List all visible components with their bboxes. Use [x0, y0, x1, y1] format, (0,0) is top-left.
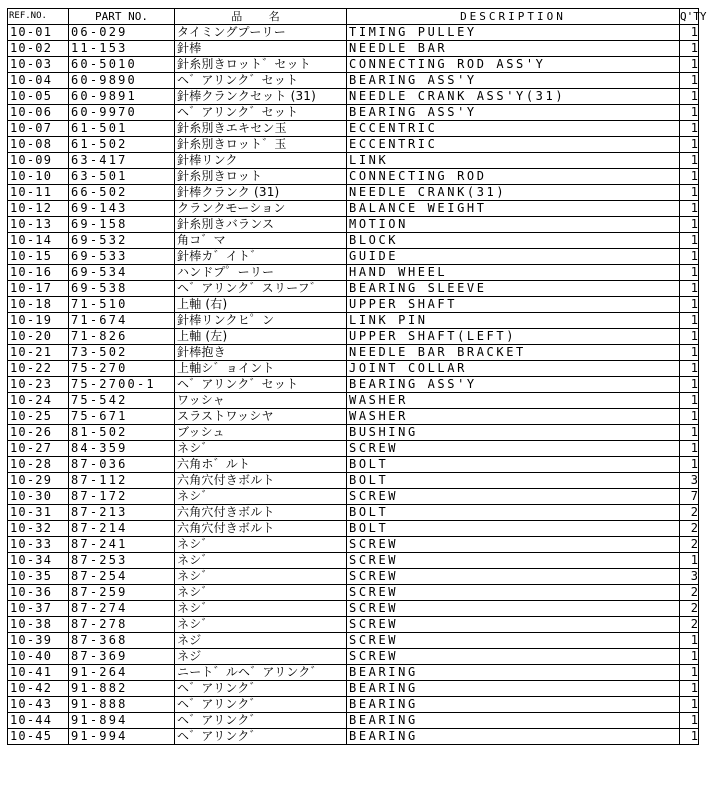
japanese-name-cell: 針棒クランクセット (31): [175, 89, 347, 105]
table-row: [8, 665, 699, 681]
ref-no-cell: 10-12: [8, 201, 69, 217]
japanese-name-cell: ネジ: [175, 649, 347, 665]
table-row: [8, 281, 699, 297]
quantity-cell: 1: [680, 697, 699, 713]
quantity-cell: 1: [680, 377, 699, 393]
quantity-cell: 1: [680, 89, 699, 105]
table-row: [8, 473, 699, 489]
description-cell: GUIDE: [347, 249, 680, 265]
table-row: [8, 73, 699, 89]
table-row: [8, 393, 699, 409]
quantity-cell: 2: [680, 505, 699, 521]
quantity-cell: 1: [680, 233, 699, 249]
part-no-cell: 69-158: [69, 217, 175, 233]
table-row: [8, 121, 699, 137]
table-row: [8, 409, 699, 425]
description-cell: JOINT COLLAR: [347, 361, 680, 377]
ref-no-cell: 10-38: [8, 617, 69, 633]
japanese-name-cell: 上軸シ゛ョイント: [175, 361, 347, 377]
description-cell: SCREW: [347, 569, 680, 585]
japanese-name-cell: ヘ゛アリンク゛: [175, 713, 347, 729]
quantity-cell: 1: [680, 457, 699, 473]
description-cell: BEARING: [347, 665, 680, 681]
quantity-cell: 2: [680, 617, 699, 633]
part-no-cell: 75-542: [69, 393, 175, 409]
part-no-cell: 69-533: [69, 249, 175, 265]
quantity-cell: 1: [680, 393, 699, 409]
description-cell: WASHER: [347, 409, 680, 425]
japanese-name-cell: ヘ゛アリンク゛: [175, 697, 347, 713]
description-cell: BEARING: [347, 713, 680, 729]
table-row: [8, 25, 699, 41]
japanese-name-cell: ネシ゛: [175, 585, 347, 601]
table-row: [8, 505, 699, 521]
table-row: [8, 649, 699, 665]
table-row: [8, 201, 699, 217]
quantity-cell: 1: [680, 441, 699, 457]
part-no-cell: 91-894: [69, 713, 175, 729]
part-no-cell: 60-9890: [69, 73, 175, 89]
quantity-cell: 1: [680, 649, 699, 665]
table-row: [8, 601, 699, 617]
quantity-cell: 1: [680, 361, 699, 377]
table-row: [8, 537, 699, 553]
ref-no-cell: 10-39: [8, 633, 69, 649]
ref-no-cell: 10-22: [8, 361, 69, 377]
description-cell: BEARING: [347, 681, 680, 697]
quantity-cell: 1: [680, 329, 699, 345]
part-no-cell: 71-826: [69, 329, 175, 345]
quantity-cell: 1: [680, 553, 699, 569]
description-cell: BEARING: [347, 697, 680, 713]
description-cell: BEARING ASS'Y: [347, 105, 680, 121]
japanese-name-cell: 針棒: [175, 41, 347, 57]
japanese-name-cell: ヘ゛アリンク゛セット: [175, 105, 347, 121]
table-row: [8, 329, 699, 345]
ref-no-cell: 10-04: [8, 73, 69, 89]
quantity-cell: 1: [680, 665, 699, 681]
japanese-name-cell: 針棒リンクヒ゜ン: [175, 313, 347, 329]
ref-no-cell: 10-06: [8, 105, 69, 121]
description-cell: SCREW: [347, 601, 680, 617]
ref-no-cell: 10-41: [8, 665, 69, 681]
japanese-name-cell: ネジ: [175, 633, 347, 649]
description-cell: SCREW: [347, 617, 680, 633]
ref-no-cell: 10-08: [8, 137, 69, 153]
ref-no-cell: 10-19: [8, 313, 69, 329]
ref-no-cell: 10-11: [8, 185, 69, 201]
ref-no-cell: 10-35: [8, 569, 69, 585]
ref-no-cell: 10-25: [8, 409, 69, 425]
description-cell: BEARING ASS'Y: [347, 377, 680, 393]
japanese-name-cell: ヘ゛アリンク゛セット: [175, 73, 347, 89]
description-cell: MOTION: [347, 217, 680, 233]
part-no-cell: 91-882: [69, 681, 175, 697]
description-cell: SCREW: [347, 537, 680, 553]
part-no-cell: 87-254: [69, 569, 175, 585]
table-row: [8, 569, 699, 585]
ref-no-cell: 10-01: [8, 25, 69, 41]
part-no-cell: 75-671: [69, 409, 175, 425]
part-no-cell: 91-264: [69, 665, 175, 681]
part-no-cell: 69-534: [69, 265, 175, 281]
ref-no-cell: 10-23: [8, 377, 69, 393]
description-cell: SCREW: [347, 649, 680, 665]
part-no-cell: 75-2700-1: [69, 377, 175, 393]
description-cell: ECCENTRIC: [347, 137, 680, 153]
japanese-name-cell: 針棒クランク (31): [175, 185, 347, 201]
description-cell: LINK: [347, 153, 680, 169]
table-row: [8, 185, 699, 201]
description-cell: ECCENTRIC: [347, 121, 680, 137]
part-no-cell: 87-172: [69, 489, 175, 505]
quantity-cell: 3: [680, 473, 699, 489]
ref-no-cell: 10-09: [8, 153, 69, 169]
quantity-cell: 1: [680, 121, 699, 137]
ref-no-cell: 10-29: [8, 473, 69, 489]
part-no-cell: 87-368: [69, 633, 175, 649]
table-row: [8, 297, 699, 313]
table-header: [8, 9, 707, 25]
description-cell: UPPER SHAFT(LEFT): [347, 329, 680, 345]
table-row: [8, 313, 699, 329]
table-body: [8, 25, 699, 745]
japanese-name-cell: ヘ゛アリンク゛: [175, 729, 347, 745]
ref-no-cell: 10-27: [8, 441, 69, 457]
part-no-cell: 61-502: [69, 137, 175, 153]
part-no-cell: 87-253: [69, 553, 175, 569]
description-cell: BUSHING: [347, 425, 680, 441]
ref-no-cell: 10-10: [8, 169, 69, 185]
description-header: DESCRIPTION: [347, 9, 680, 25]
ref-no-cell: 10-42: [8, 681, 69, 697]
quantity-cell: 2: [680, 601, 699, 617]
japanese-name-cell: 針棒リンク: [175, 153, 347, 169]
japanese-name-cell: ネシ゛: [175, 489, 347, 505]
part-no-cell: 87-278: [69, 617, 175, 633]
quantity-cell: 1: [680, 633, 699, 649]
ref-no-cell: 10-32: [8, 521, 69, 537]
table-row: [8, 425, 699, 441]
part-no-cell: 11-153: [69, 41, 175, 57]
table-row: [8, 41, 699, 57]
quantity-cell: 1: [680, 25, 699, 41]
table-row: [8, 681, 699, 697]
japanese-name-cell: ネシ゛: [175, 569, 347, 585]
japanese-name-cell: ハンドプ゜ーリー: [175, 265, 347, 281]
part-no-cell: 91-994: [69, 729, 175, 745]
table-row: [8, 249, 699, 265]
description-cell: SCREW: [347, 633, 680, 649]
quantity-cell: 1: [680, 201, 699, 217]
japanese-name-cell: ワッシャ: [175, 393, 347, 409]
japanese-name-cell: 上軸 (左): [175, 329, 347, 345]
part-no-cell: 91-888: [69, 697, 175, 713]
quantity-cell: 1: [680, 345, 699, 361]
part-no-cell: 60-9891: [69, 89, 175, 105]
quantity-cell: 7: [680, 489, 699, 505]
description-cell: NEEDLE CRANK(31): [347, 185, 680, 201]
description-cell: BOLT: [347, 473, 680, 489]
ref-no-header: REF.NO.: [8, 9, 69, 25]
description-cell: BEARING SLEEVE: [347, 281, 680, 297]
description-cell: SCREW: [347, 441, 680, 457]
quantity-cell: 1: [680, 169, 699, 185]
part-no-cell: 81-502: [69, 425, 175, 441]
ref-no-cell: 10-07: [8, 121, 69, 137]
description-cell: BOLT: [347, 457, 680, 473]
part-no-cell: 69-538: [69, 281, 175, 297]
description-cell: NEEDLE BAR: [347, 41, 680, 57]
description-cell: BOLT: [347, 505, 680, 521]
part-no-cell: 69-143: [69, 201, 175, 217]
japanese-name-cell: 六角穴付きボルト: [175, 521, 347, 537]
table-row: [8, 377, 699, 393]
ref-no-cell: 10-33: [8, 537, 69, 553]
table-row: [8, 57, 699, 73]
ref-no-cell: 10-21: [8, 345, 69, 361]
quantity-cell: 1: [680, 249, 699, 265]
japanese-name-cell: ヘ゛アリンク゛セット: [175, 377, 347, 393]
description-cell: BEARING ASS'Y: [347, 73, 680, 89]
ref-no-cell: 10-03: [8, 57, 69, 73]
japanese-name-cell: 針糸別きロット゛セット: [175, 57, 347, 73]
description-cell: WASHER: [347, 393, 680, 409]
table-row: [8, 457, 699, 473]
ref-no-cell: 10-28: [8, 457, 69, 473]
japanese-name-cell: ブッシュ: [175, 425, 347, 441]
ref-no-cell: 10-14: [8, 233, 69, 249]
japanese-name-cell: 針糸別きバランス: [175, 217, 347, 233]
part-no-cell: 73-502: [69, 345, 175, 361]
header-row: [8, 9, 699, 25]
quantity-cell: 1: [680, 217, 699, 233]
part-no-cell: 06-029: [69, 25, 175, 41]
ref-no-cell: 10-44: [8, 713, 69, 729]
table-row: [8, 553, 699, 569]
ref-no-cell: 10-34: [8, 553, 69, 569]
part-no-cell: 84-359: [69, 441, 175, 457]
quantity-cell: 1: [680, 57, 699, 73]
quantity-cell: 1: [680, 41, 699, 57]
quantity-cell: 1: [680, 729, 699, 745]
japanese-name-cell: ネシ゛: [175, 553, 347, 569]
part-no-cell: 87-213: [69, 505, 175, 521]
quantity-cell: 3: [680, 569, 699, 585]
table-row: [8, 361, 699, 377]
part-no-cell: 87-259: [69, 585, 175, 601]
parts-table: [7, 8, 707, 745]
description-cell: SCREW: [347, 585, 680, 601]
quantity-cell: 1: [680, 681, 699, 697]
ref-no-cell: 10-30: [8, 489, 69, 505]
quantity-cell: 1: [680, 281, 699, 297]
part-no-cell: 60-5010: [69, 57, 175, 73]
part-no-cell: 66-502: [69, 185, 175, 201]
ref-no-cell: 10-43: [8, 697, 69, 713]
description-cell: BEARING: [347, 729, 680, 745]
japanese-name-cell: 六角穴付きボルト: [175, 473, 347, 489]
table-row: [8, 633, 699, 649]
table-row: [8, 217, 699, 233]
japanese-name-cell: 六角ホ゛ルト: [175, 457, 347, 473]
description-cell: CONNECTING ROD: [347, 169, 680, 185]
quantity-cell: 2: [680, 537, 699, 553]
ref-no-cell: 10-05: [8, 89, 69, 105]
table-row: [8, 729, 699, 745]
table-row: [8, 345, 699, 361]
part-no-cell: 69-532: [69, 233, 175, 249]
quantity-cell: 1: [680, 713, 699, 729]
description-cell: NEEDLE CRANK ASS'Y(31): [347, 89, 680, 105]
ref-no-cell: 10-37: [8, 601, 69, 617]
table-row: [8, 89, 699, 105]
part-no-cell: 71-674: [69, 313, 175, 329]
table-row: [8, 105, 699, 121]
description-cell: CONNECTING ROD ASS'Y: [347, 57, 680, 73]
table-row: [8, 169, 699, 185]
part-no-cell: 61-501: [69, 121, 175, 137]
part-no-cell: 87-274: [69, 601, 175, 617]
table-row: [8, 441, 699, 457]
ref-no-cell: 10-15: [8, 249, 69, 265]
description-cell: BALANCE WEIGHT: [347, 201, 680, 217]
japanese-name-cell: 針糸別きロット゛玉: [175, 137, 347, 153]
japanese-name-cell: ネシ゛: [175, 601, 347, 617]
quantity-header: Q'TY: [680, 10, 707, 23]
part-no-cell: 87-112: [69, 473, 175, 489]
ref-no-cell: 10-40: [8, 649, 69, 665]
ref-no-cell: 10-31: [8, 505, 69, 521]
quantity-cell: 1: [680, 105, 699, 121]
japanese-name-cell: ニート゛ルヘ゛アリンク゛: [175, 665, 347, 681]
description-cell: BLOCK: [347, 233, 680, 249]
quantity-cell: 2: [680, 585, 699, 601]
japanese-name-cell: 六角穴付きボルト: [175, 505, 347, 521]
part-no-cell: 87-369: [69, 649, 175, 665]
japanese-name-cell: 針棒抱き: [175, 345, 347, 361]
table-row: [8, 697, 699, 713]
quantity-cell: 1: [680, 265, 699, 281]
quantity-cell: 1: [680, 137, 699, 153]
quantity-cell: 1: [680, 313, 699, 329]
quantity-cell: 2: [680, 521, 699, 537]
japanese-name-cell: 上軸 (右): [175, 297, 347, 313]
quantity-cell: 1: [680, 73, 699, 89]
ref-no-cell: 10-16: [8, 265, 69, 281]
japanese-name-cell: ネシ゛: [175, 617, 347, 633]
ref-no-cell: 10-13: [8, 217, 69, 233]
ref-no-cell: 10-24: [8, 393, 69, 409]
japanese-name-cell: 針糸別きエキセン玉: [175, 121, 347, 137]
part-no-header: PART NO.: [69, 9, 175, 25]
japanese-name-cell: ネシ゛: [175, 537, 347, 553]
part-no-cell: 75-270: [69, 361, 175, 377]
part-no-cell: 87-214: [69, 521, 175, 537]
ref-no-cell: 10-26: [8, 425, 69, 441]
table-row: [8, 137, 699, 153]
part-no-cell: 87-036: [69, 457, 175, 473]
table-row: [8, 233, 699, 249]
description-cell: SCREW: [347, 553, 680, 569]
quantity-cell: 1: [680, 185, 699, 201]
table-row: [8, 713, 699, 729]
part-no-cell: 71-510: [69, 297, 175, 313]
ref-no-cell: 10-20: [8, 329, 69, 345]
japanese-name-cell: クランクモーション: [175, 201, 347, 217]
quantity-cell: 1: [680, 425, 699, 441]
table-row: [8, 265, 699, 281]
part-no-cell: 63-417: [69, 153, 175, 169]
description-cell: LINK PIN: [347, 313, 680, 329]
parts-list-sheet: [7, 8, 707, 745]
table-row: [8, 153, 699, 169]
part-no-cell: 87-241: [69, 537, 175, 553]
japanese-name-cell: 針糸別きロット: [175, 169, 347, 185]
japanese-name-cell: スラストワッシヤ: [175, 409, 347, 425]
description-cell: BOLT: [347, 521, 680, 537]
table-row: [8, 585, 699, 601]
quantity-cell: 1: [680, 153, 699, 169]
japanese-name-cell: ヘ゛アリンク゛: [175, 681, 347, 697]
ref-no-cell: 10-02: [8, 41, 69, 57]
description-cell: SCREW: [347, 489, 680, 505]
japanese-name-header: 品 名: [175, 9, 347, 25]
japanese-name-cell: タイミングプーリー: [175, 25, 347, 41]
quantity-cell: 1: [680, 297, 699, 313]
ref-no-cell: 10-36: [8, 585, 69, 601]
part-no-cell: 63-501: [69, 169, 175, 185]
japanese-name-cell: 針棒カ゛イト゛: [175, 249, 347, 265]
table-row: [8, 489, 699, 505]
table-row: [8, 521, 699, 537]
description-cell: HAND WHEEL: [347, 265, 680, 281]
ref-no-cell: 10-17: [8, 281, 69, 297]
table-row: [8, 617, 699, 633]
japanese-name-cell: ヘ゛アリンク゛スリーフ゛: [175, 281, 347, 297]
description-cell: NEEDLE BAR BRACKET: [347, 345, 680, 361]
description-cell: UPPER SHAFT: [347, 297, 680, 313]
ref-no-cell: 10-18: [8, 297, 69, 313]
japanese-name-cell: ネシ゛: [175, 441, 347, 457]
japanese-name-cell: 角コ゛マ: [175, 233, 347, 249]
quantity-cell: 1: [680, 409, 699, 425]
description-cell: TIMING PULLEY: [347, 25, 680, 41]
ref-no-cell: 10-45: [8, 729, 69, 745]
part-no-cell: 60-9970: [69, 105, 175, 121]
